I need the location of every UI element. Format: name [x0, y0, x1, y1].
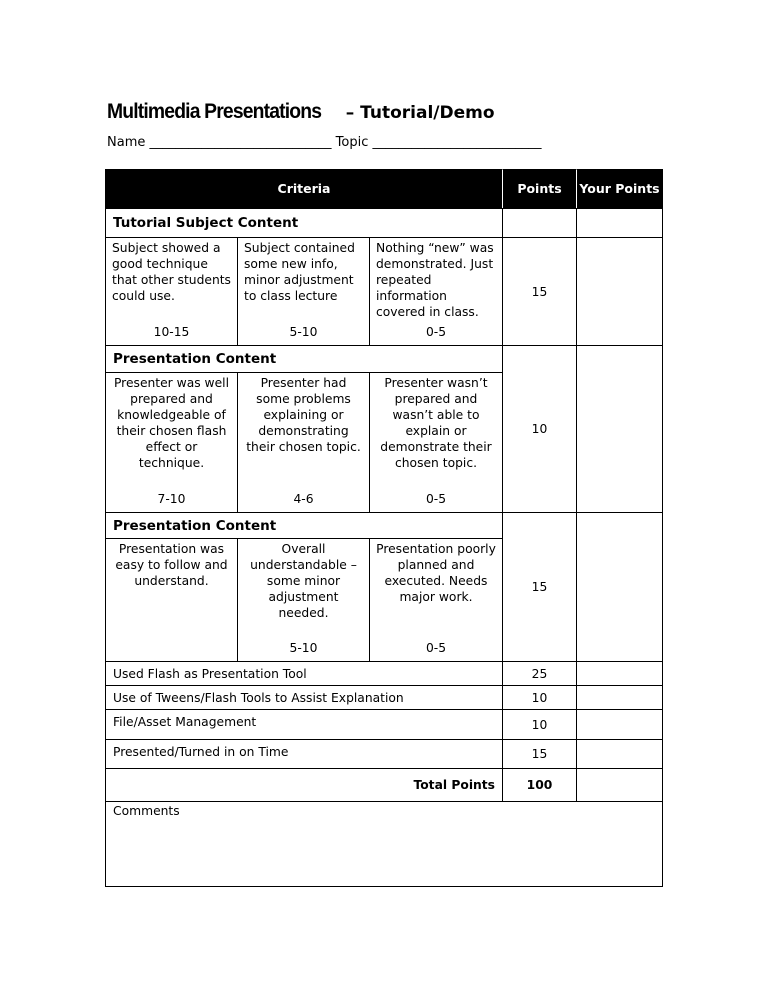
- criterion-3-1: [105, 538, 238, 662]
- criterion-3-2: [237, 538, 370, 662]
- criterion-text: Subject showed a good technique that other students could use.: [112, 241, 231, 303]
- criterion-range: 5-10: [289, 325, 318, 339]
- section-points-1: 15: [502, 237, 577, 346]
- row-your-points-4[interactable]: [576, 739, 663, 769]
- your-points-spacer-1: [576, 208, 663, 238]
- your-points-input-3[interactable]: [576, 512, 663, 662]
- rubric-table: [106, 170, 663, 887]
- criterion-text: Presentation poorly planned and executed. Needs major work.: [376, 542, 496, 604]
- section-title-2: Presentation Content: [105, 345, 503, 373]
- criterion-3-3: [369, 538, 503, 662]
- page-title: [107, 88, 495, 126]
- row-label-3: File/Asset Management: [105, 709, 503, 740]
- criterion-range: 0-5: [425, 641, 447, 655]
- criterion-text: Overall understandable – some minor adjustment needed.: [250, 542, 357, 620]
- your-points-input-1[interactable]: [576, 237, 663, 346]
- comments-label: Comments: [113, 804, 180, 818]
- title-main: Multimedia Presentations: [107, 100, 322, 123]
- topic-label: Topic: [335, 135, 369, 150]
- header-your-points: Your Points: [576, 169, 663, 209]
- section-title-3: Presentation Content: [105, 512, 503, 539]
- total-label: Total Points: [105, 768, 503, 802]
- criterion-text: Presenter had some problems explaining or demonstrating their chosen topic.: [246, 376, 361, 454]
- row-points-2: 10: [502, 685, 577, 710]
- criterion-text: Subject contained some new info, minor adjustment to class lecture: [244, 241, 355, 303]
- criterion-text: Presentation was easy to follow and understand.: [115, 542, 228, 588]
- criterion-1-2: [237, 237, 370, 346]
- row-your-points-2[interactable]: [576, 685, 663, 710]
- row-label-2: Use of Tweens/Flash Tools to Assist Explanation: [105, 685, 503, 710]
- criterion-text: Presenter wasn’t prepared and wasn’t able to explain or demonstrate their chosen topic.: [380, 376, 492, 470]
- criterion-range: 4-6: [293, 492, 314, 506]
- criterion-range: 7-10: [157, 492, 186, 506]
- name-field[interactable]: ____________________________: [149, 135, 332, 150]
- section-title-1: Tutorial Subject Content: [105, 208, 503, 238]
- criterion-range: 10-15: [153, 325, 190, 339]
- criterion-text: Presenter was well prepared and knowledgeable of their chosen flash effect or technique.: [113, 376, 230, 470]
- criterion-range: 5-10: [289, 641, 318, 655]
- row-your-points-1[interactable]: [576, 661, 663, 686]
- criterion-range: 0-5: [425, 325, 447, 339]
- criterion-text: Nothing “new” was demonstrated. Just repeated information covered in class.: [376, 241, 494, 319]
- total-your-points[interactable]: [576, 768, 663, 802]
- section-points-2: 10: [502, 345, 577, 513]
- row-label-1: Used Flash as Presentation Tool: [105, 661, 503, 686]
- topic-field[interactable]: __________________________: [372, 135, 542, 150]
- header-criteria: Criteria: [105, 169, 503, 209]
- criterion-1-1: [105, 237, 238, 346]
- row-points-3: 10: [502, 709, 577, 740]
- criterion-range: 0-5: [425, 492, 447, 506]
- criterion-2-2: [237, 372, 370, 513]
- title-sub: – Tutorial/Demo: [339, 103, 495, 123]
- row-points-1: 25: [502, 661, 577, 686]
- points-spacer-1: [502, 208, 577, 238]
- your-points-input-2[interactable]: [576, 345, 663, 513]
- comments-box[interactable]: [105, 801, 663, 887]
- name-label: Name: [107, 135, 146, 150]
- criterion-2-3: [369, 372, 503, 513]
- row-label-4: Presented/Turned in on Time: [105, 739, 503, 769]
- total-points: 100: [502, 768, 577, 802]
- criterion-2-1: [105, 372, 238, 513]
- criterion-1-3: [369, 237, 503, 346]
- header-points: Points: [502, 169, 577, 209]
- name-topic-line: [107, 135, 541, 150]
- section-points-3: 15: [502, 512, 577, 662]
- row-points-4: 15: [502, 739, 577, 769]
- row-your-points-3[interactable]: [576, 709, 663, 740]
